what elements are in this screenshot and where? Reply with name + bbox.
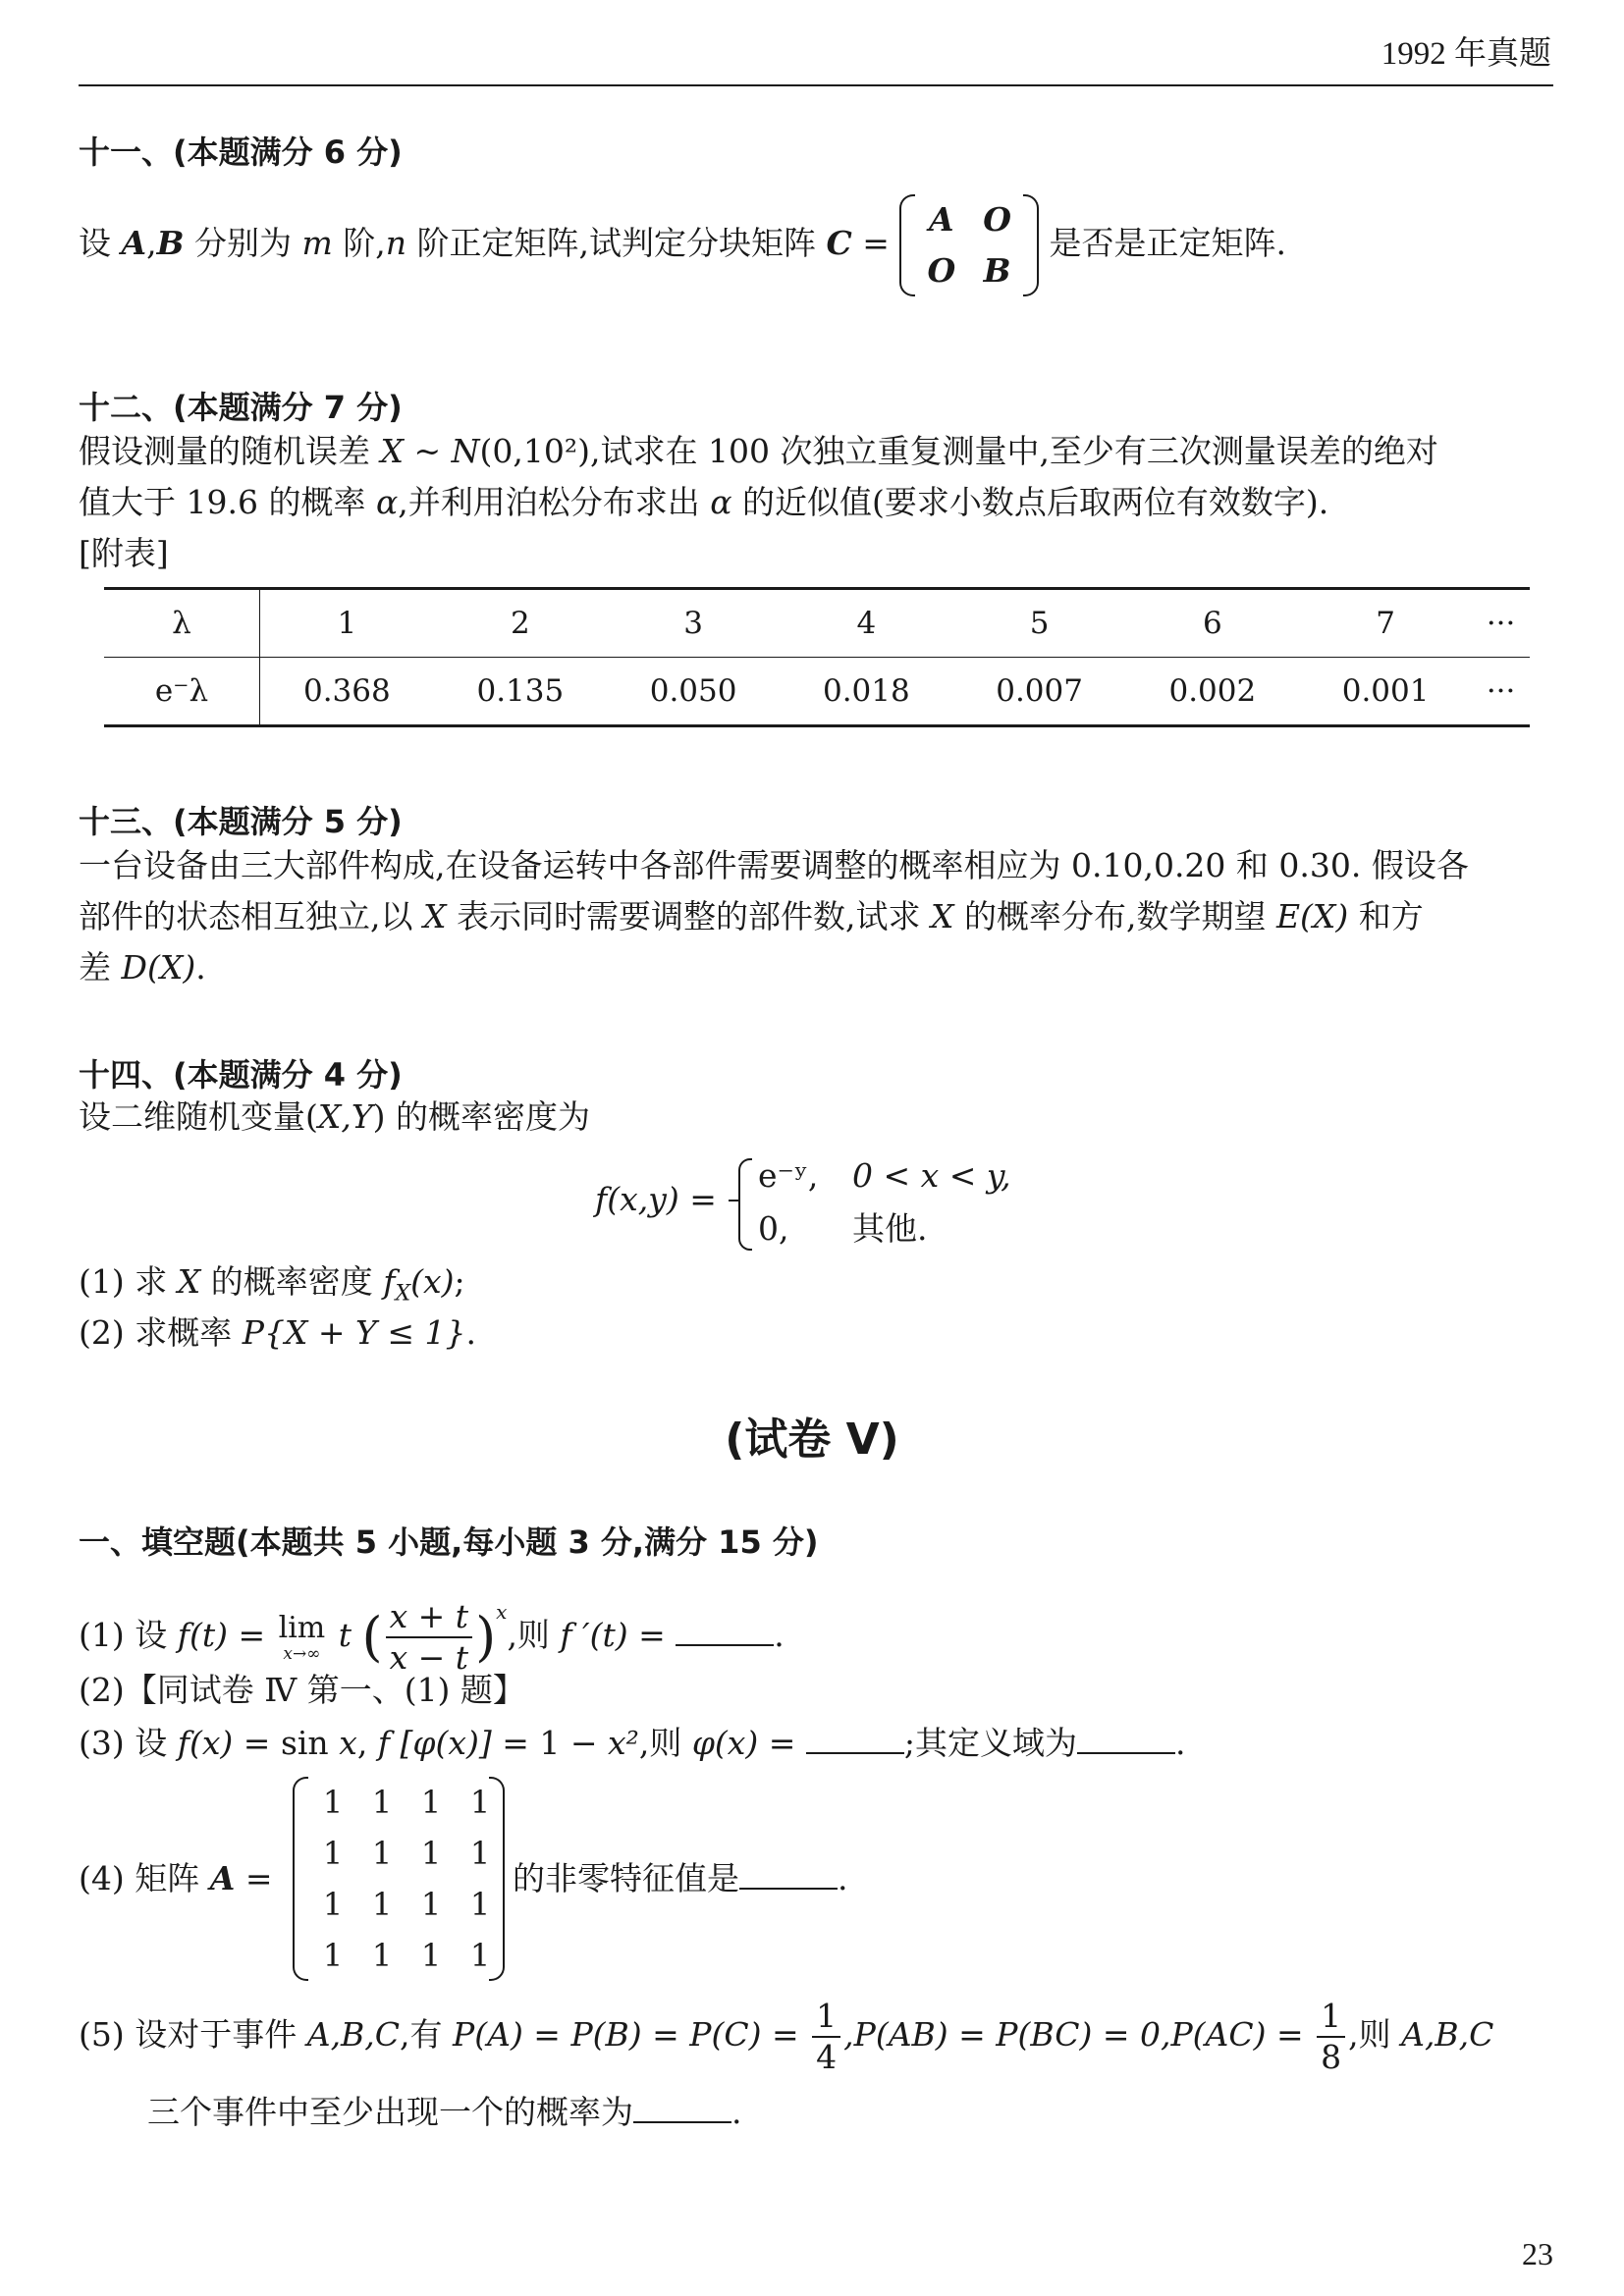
case-2-value: 0, — [758, 1209, 789, 1248]
fraction: $\frac{x + t}{x - t}$ — [386, 1597, 473, 1678]
table-cell: 4 — [780, 589, 952, 658]
table-cell: 6 — [1126, 589, 1299, 658]
answer-blank[interactable] — [1077, 1725, 1175, 1754]
piecewise-brace — [738, 1158, 752, 1251]
case-2-condition: 其他. — [852, 1209, 928, 1248]
fill-q2: (2)【同试卷 Ⅳ 第一、(1) 题】 — [79, 1671, 525, 1709]
header-rule — [79, 84, 1553, 86]
fill-heading: 一、填空题(本题共 5 小题,每小题 3 分,满分 15 分) — [79, 1523, 819, 1561]
table-cell: ··· — [1472, 589, 1530, 658]
table-row-label-exp: e⁻λ — [104, 658, 260, 726]
running-header: 1992 年真题 — [1380, 36, 1551, 72]
q14-part-2: (2) 求概率 P{X + Y ≤ 1}. — [79, 1313, 476, 1352]
fill-q3: (3) 设 f(x) = sin x, f [φ(x)] = 1 − x²,则 φ(x) = ;其定义域为 . — [79, 1724, 1186, 1762]
table-cell: 0.002 — [1126, 658, 1299, 726]
answer-blank[interactable] — [633, 2094, 731, 2123]
q13-line-3: 差 D(X). — [79, 948, 206, 987]
density-lhs: f(x,y) = — [595, 1180, 717, 1218]
q14-intro: 设二维随机变量(X,Y) 的概率密度为 — [79, 1097, 591, 1136]
answer-blank[interactable] — [739, 1860, 838, 1890]
fill-q4-label: (4) 矩阵 A = — [79, 1859, 273, 1897]
q13-heading: 十三、(本题满分 5 分) — [79, 803, 403, 840]
fill-q5-line-2: 三个事件中至少出现一个的概率为 . — [147, 2093, 742, 2131]
table-cell: 3 — [607, 589, 780, 658]
q13-line-1: 一台设备由三大部件构成,在设备运转中各部件需要调整的概率相应为 0.10,0.20 和 0.30. 假设各 — [79, 846, 1469, 884]
poisson-table — [104, 587, 1530, 727]
limit-operator: lim x→∞ — [278, 1611, 326, 1664]
matrix-a: 1 1 1 1 1 1 1 1 1 1 1 1 1 1 1 1 — [293, 1777, 505, 1981]
page-number: 23 — [1522, 2236, 1553, 2271]
fraction-one-eighth: $\frac{1}{8}$ — [1317, 1997, 1345, 2077]
fill-q1: (1) 设 f(t) = lim x→∞ t ( $\frac{x + t}{x - t}$ )$^x$,则 f ′(t) = . — [79, 1597, 785, 1677]
answer-blank[interactable] — [676, 1617, 774, 1646]
table-cell: 0.368 — [260, 658, 434, 726]
q14-heading: 十四、(本题满分 4 分) — [79, 1056, 403, 1094]
fill-q4-text: 的非零特征值是 . — [513, 1859, 848, 1897]
table-cell: 5 — [952, 589, 1125, 658]
q13-line-2: 部件的状态相互独立,以 X 表示同时需要调整的部件数,试求 X 的概率分布,数学期望 E(X) 和方 — [79, 897, 1424, 935]
table-cell: 0.135 — [434, 658, 607, 726]
table-cell: 1 — [260, 589, 434, 658]
table-cell: 0.050 — [607, 658, 780, 726]
table-cell: 0.001 — [1299, 658, 1472, 726]
answer-blank[interactable] — [806, 1725, 904, 1754]
case-1-condition: 0 < x < y, — [852, 1156, 1011, 1195]
q14-part-1: (1) 求 X 的概率密度 $f_X(x)$; — [79, 1262, 465, 1307]
table-cell: ··· — [1472, 658, 1530, 726]
fill-q5-line-1: (5) 设对于事件 A,B,C,有 P(A) = P(B) = P(C) = $\frac{1}{4}$ ,P(AB) = P(BC) = 0,P(AC) = $\frac{1}{8}$ ,则 A,B,C — [79, 1997, 1494, 2076]
table-row-label-lambda: λ — [104, 589, 260, 658]
table-cell: 0.018 — [780, 658, 952, 726]
table-cell: 2 — [434, 589, 607, 658]
q12-appendix-label: [附表] — [79, 534, 169, 572]
fraction-one-quarter: $\frac{1}{4}$ — [812, 1997, 840, 2077]
table-cell: 7 — [1299, 589, 1472, 658]
block-matrix-c: A O O B — [899, 194, 1039, 296]
q11-text: 设 A,B 分别为 m 阶,n 阶正定矩阵,试判定分块矩阵 C = A O O B 是否是正定矩阵. — [79, 194, 1286, 296]
q11-heading: 十一、(本题满分 6 分) — [79, 133, 403, 171]
q12-line-1: 假设测量的随机误差 X ~ N(0,10²),试求在 100 次独立重复测量中,至少有三次测量误差的绝对 — [79, 432, 1438, 470]
section-title: (试卷 Ⅴ) — [725, 1415, 899, 1465]
table-cell: 0.007 — [952, 658, 1125, 726]
case-1-value: e⁻ʸ, — [758, 1156, 819, 1195]
q12-line-2: 值大于 19.6 的概率 α,并利用泊松分布求出 α 的近似值(要求小数点后取两位有效数字). — [79, 483, 1329, 521]
q12-heading: 十二、(本题满分 7 分) — [79, 389, 403, 426]
